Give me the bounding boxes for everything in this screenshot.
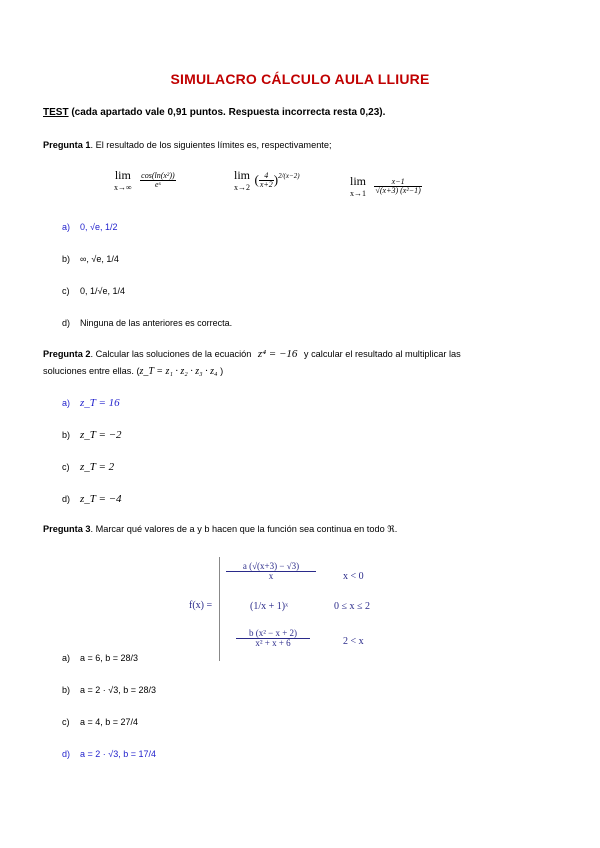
q2-option-c[interactable] — [62, 461, 114, 473]
q1-option-a-text: 0, √e, 1/2 — [80, 222, 118, 232]
limit-2-exponent: 2/(x−2) — [278, 171, 300, 180]
question-3-label: Pregunta 3 — [43, 524, 91, 534]
q3-option-a[interactable] — [62, 653, 138, 663]
question-2-text2: y calcular el resultado al multiplicar las — [301, 349, 461, 359]
q3-option-d-label: d) — [62, 749, 71, 759]
piece-3-condition: 2 < x — [343, 636, 364, 647]
q2-option-b-text: z_T = −2 — [80, 429, 122, 441]
limit-2-lim: lim — [234, 168, 251, 182]
piecewise-fx-label: f(x) = — [189, 600, 213, 611]
q3-option-a-text: a = 6, b = 28/3 — [80, 653, 139, 663]
limit-1-numerator: cos(ln(x²)) — [141, 170, 175, 180]
limit-2-base-numerator: 4 — [259, 172, 274, 181]
q1-option-d[interactable] — [62, 318, 232, 328]
test-note: (cada apartado vale 0,91 puntos. Respuesta incorrecta resta 0,23). — [68, 107, 386, 118]
limit-3-denominator: √(x+3) (x²−1) — [375, 185, 421, 195]
q2-option-b[interactable] — [62, 429, 122, 441]
question-2-line2 — [43, 366, 223, 377]
limit-1-denominator: eˣ — [155, 179, 161, 189]
q1-option-c-label: c) — [62, 286, 70, 296]
q2-option-a-text: z_T = 16 — [80, 397, 120, 409]
q1-option-a-label: a) — [62, 222, 71, 232]
q2-option-a-label: a) — [62, 398, 71, 408]
q3-option-b-text: a = 2 · √3, b = 28/3 — [80, 685, 156, 695]
q3-option-d[interactable] — [62, 749, 156, 759]
question-1-text: . El resultado de los siguientes límites es, respectivamente; — [90, 140, 332, 150]
q1-option-b[interactable] — [62, 254, 119, 264]
piece-1-condition: x < 0 — [343, 571, 364, 582]
limit-3-sub: x→1 — [350, 189, 366, 198]
piece-1-numerator: a (√(x+3) − √3) — [226, 562, 316, 572]
q2-option-c-text: z_T = 2 — [80, 461, 115, 473]
q1-option-d-text: Ninguna de las anteriores es correcta. — [80, 318, 233, 328]
question-2-text1: . Calcular las soluciones de la ecuación — [90, 349, 252, 359]
question-2-text3: soluciones entre ellas. ( — [43, 366, 140, 376]
piece-3-denominator: x² + x + 6 — [255, 638, 291, 648]
q3-option-b[interactable] — [62, 685, 156, 695]
page-title: SIMULACRO CÁLCULO AULA LLIURE — [170, 71, 430, 87]
question-2 — [43, 348, 461, 360]
q1-option-d-label: d) — [62, 318, 71, 328]
limit-3-lim: lim — [350, 174, 367, 188]
piece-1-denominator: x — [268, 571, 274, 581]
limit-3 — [350, 174, 422, 198]
limit-1-lim: lim — [114, 168, 131, 182]
q3-option-c-label: c) — [62, 717, 70, 727]
question-1 — [43, 140, 332, 150]
question-3-text: . Marcar qué valores de a y b hacen que la función sea continua en todo ℜ. — [90, 524, 398, 534]
question-2-label: Pregunta 2 — [43, 349, 91, 359]
q3-option-c-text: a = 4, b = 27/4 — [80, 717, 139, 727]
limit-1 — [114, 168, 176, 192]
piece-1-expr — [226, 562, 316, 581]
piece-3-numerator: b (x² − x + 2) — [236, 629, 310, 639]
limit-3-numerator: x−1 — [374, 178, 421, 187]
q1-option-b-text: ∞, √e, 1/4 — [80, 254, 119, 264]
test-label: TEST — [43, 107, 69, 118]
test-header — [43, 107, 385, 118]
limit-2-sub: x→2 — [234, 183, 250, 192]
q1-option-c[interactable] — [62, 286, 125, 296]
question-2-text4: ) — [217, 366, 224, 376]
q2-option-b-label: b) — [62, 430, 71, 440]
q3-option-b-label: b) — [62, 685, 71, 695]
question-3 — [43, 524, 397, 535]
q1-option-c-text: 0, 1/√e, 1/4 — [80, 286, 125, 296]
piece-3-expr — [236, 629, 310, 648]
piece-2-condition: 0 ≤ x ≤ 2 — [334, 601, 370, 612]
piece-2-expr: (1/x + 1)ˣ — [250, 601, 288, 612]
q1-option-a[interactable] — [62, 222, 117, 232]
q2-option-c-label: c) — [62, 462, 70, 472]
q2-option-d-label: d) — [62, 494, 71, 504]
q1-option-b-label: b) — [62, 254, 71, 264]
q3-option-a-label: a) — [62, 653, 71, 663]
q2-option-d-text: z_T = −4 — [80, 493, 122, 505]
limit-2: lim x→2 ( $\frac{4}{x+2}$ )$^{2/(x-2)}$ — [234, 168, 300, 192]
limit-2-base-denominator: x+2 — [259, 179, 273, 189]
question-1-label: Pregunta 1 — [43, 140, 91, 150]
q3-option-d-text: a = 2 · √3, b = 17/4 — [80, 749, 156, 759]
question-2-equation: z⁴ = −16 — [257, 348, 298, 360]
piecewise-brace — [219, 557, 224, 661]
q3-option-c[interactable] — [62, 717, 138, 727]
question-2-product: z_T = z₁ · z₂ · z₃ · z₄ — [139, 366, 218, 377]
limit-1-sub: x→∞ — [114, 183, 132, 192]
q2-option-a[interactable] — [62, 397, 120, 409]
q2-option-d[interactable] — [62, 493, 122, 505]
